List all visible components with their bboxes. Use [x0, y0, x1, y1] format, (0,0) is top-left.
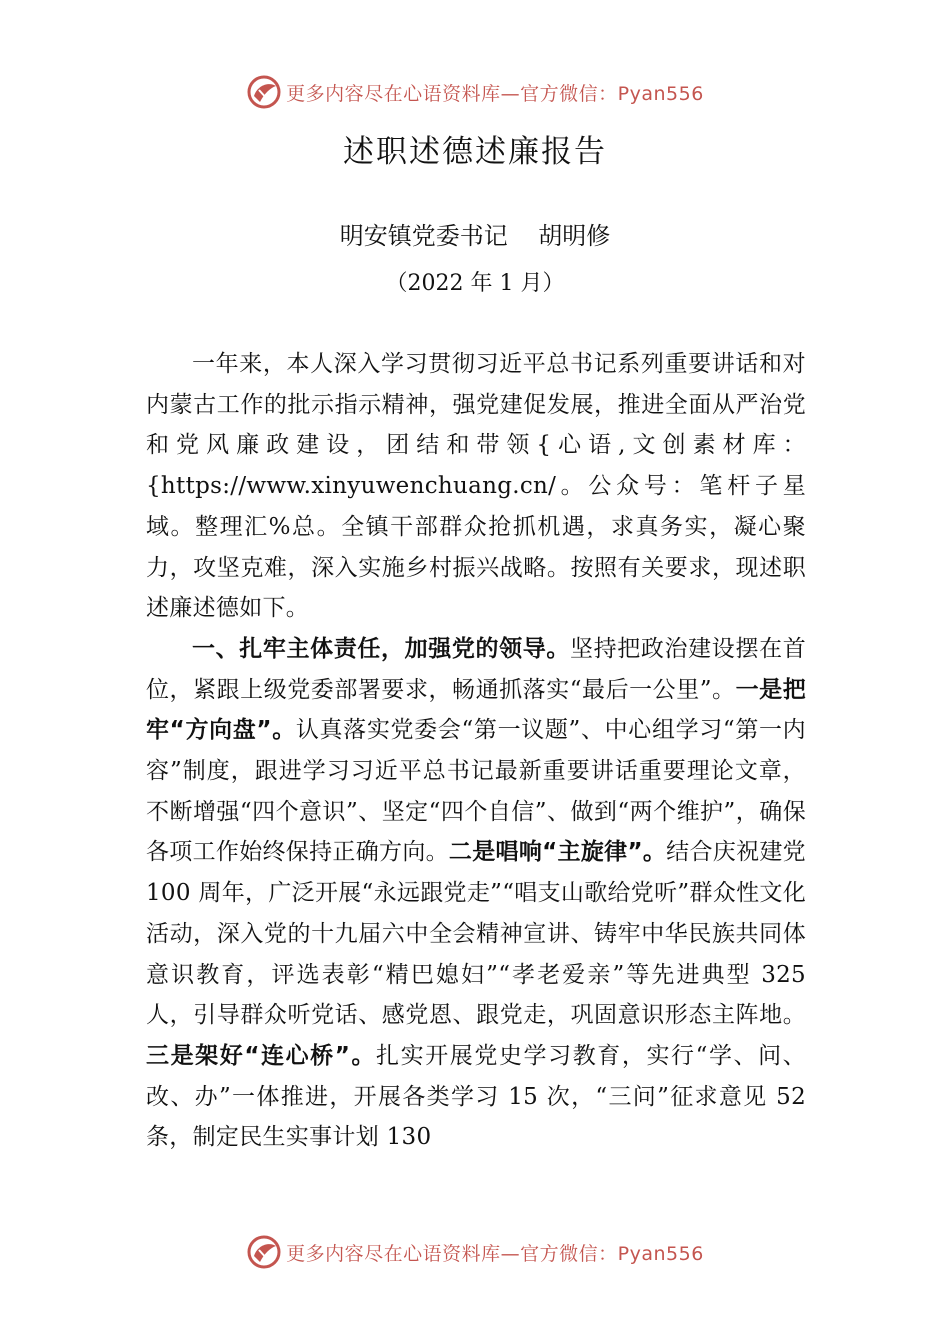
- section-heading: 一、扎牢主体责任，加强党的领导。: [192, 635, 571, 662]
- point-two-text: 结合庆祝建党 100 周年，广泛开展“永远跟党走”“唱支山歌给党听”群众性文化活动，深入党的十九届六中全会精神宣讲、铸牢中华民族共同体意识教育，评选表彰“精巴媳妇”“孝老爱亲”等先进典型 325 人，引导群众听党话、感党恩、跟党走，巩固意识形态主阵地。: [146, 839, 806, 1029]
- point-three-text: 扎实开展党史学习教育，实行“学、问、改、办”一体推进，开展各类学习 15 次，“三问”征求意见 52 条，制定民生实事计划 130: [146, 1042, 806, 1151]
- paragraph-section-one: [146, 629, 806, 1158]
- document-title: 述职述德述廉报告: [343, 134, 607, 170]
- footer-banner-text: 更多内容尽在心语资料库—官方微信：Pyan556: [286, 1242, 704, 1265]
- header-banner: [0, 72, 950, 112]
- document-date: （2022 年 1 月）: [385, 271, 565, 296]
- xinyu-logo-icon: [246, 1234, 282, 1270]
- footer-banner: [0, 1232, 950, 1272]
- document-body: [146, 344, 806, 1158]
- point-three-heading: 三是架好“连心桥”。: [146, 1042, 377, 1069]
- section-text: 坚持把政治建设摆在首位，紧跟上级党委部署要求，畅通抓落实“最后一公里”。: [146, 635, 806, 703]
- point-one-text: 认真落实党委会“第一议题”、中心组学习“第一内容”制度，跟进学习习近平总书记最新重要讲话重要理论文章，不断增强“四个意识”、坚定“四个自信”、做到“两个维护”，确保各项工作始终保持正确方向。: [146, 717, 806, 866]
- document-author: 明安镇党委书记 胡明修: [339, 222, 611, 250]
- point-two-heading: 二是唱响“主旋律”。: [448, 839, 667, 866]
- point-one-heading: 一是把牢“方向盘”。: [146, 676, 806, 744]
- paragraph-intro: 一年来，本人深入学习贯彻习近平总书记系列重要讲话和对内蒙古工作的批示指示精神，强党建促发展，推进全面从严治党和党风廉政建设，团结和带领{心语,文创素材库：{https://www.xinyuwenchuang.cn/。公众号：笔杆子星域。整理汇%总。全镇干部群众抢抓机遇，求真务实，凝心聚力，攻坚克难，深入实施乡村振兴战略。按照有关要求，现述职述廉述德如下。: [146, 351, 806, 622]
- header-banner-text: 更多内容尽在心语资料库—官方微信：Pyan556: [286, 82, 704, 105]
- xinyu-logo-icon: [246, 74, 282, 110]
